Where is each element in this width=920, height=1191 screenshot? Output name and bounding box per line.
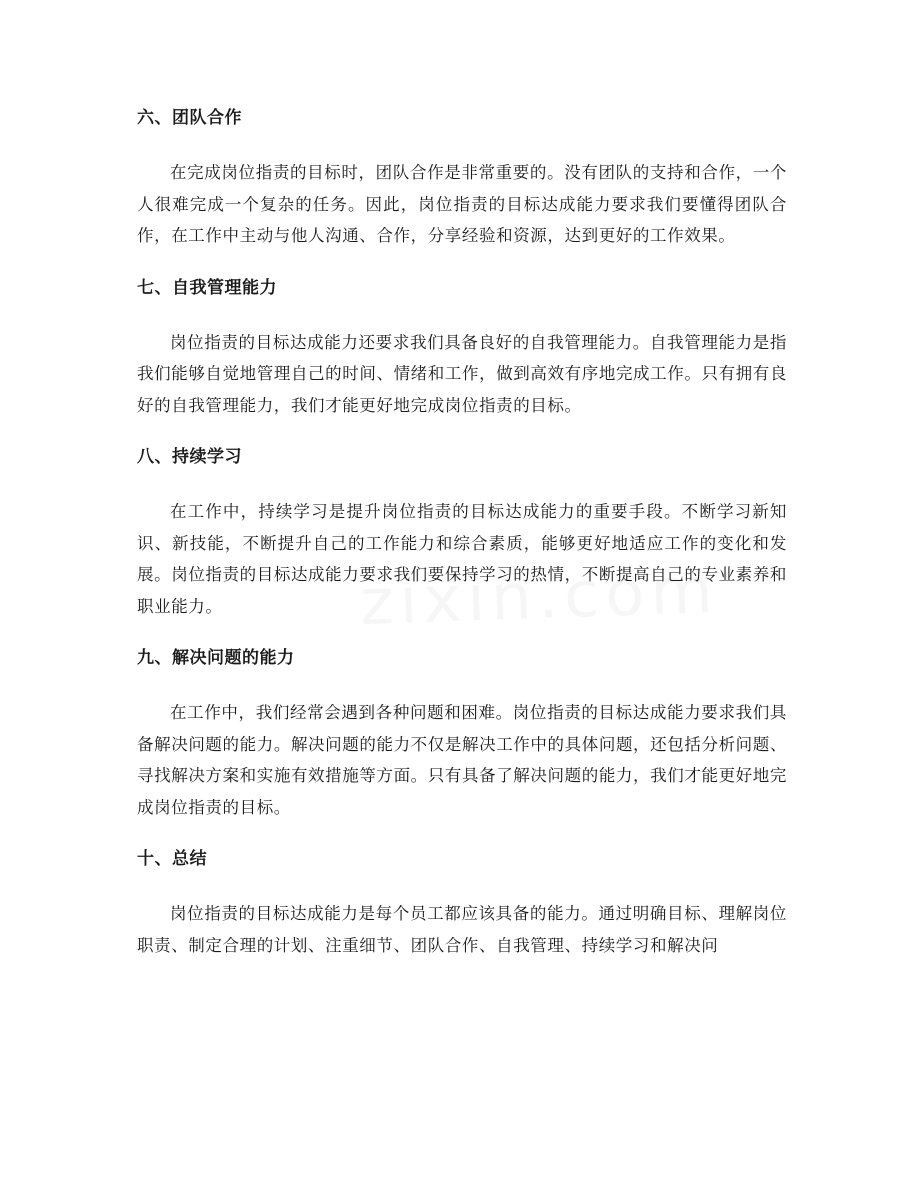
section-heading: 九、解决问题的能力	[137, 648, 295, 668]
section-paragraph: 岗位指责的目标达成能力还要求我们具备良好的自我管理能力。自我管理能力是指我们能够自觉地管理自己的时间、情绪和工作，做到高效有序地完成工作。只有拥有良好的自我管理能力，我们才能更好地完成岗位指责的目标。	[137, 332, 787, 415]
section-heading: 八、持续学习	[137, 447, 242, 467]
document-body	[137, 104, 787, 983]
section-paragraph: 在完成岗位指责的目标时，团队合作是非常重要的。没有团队的支持和合作，一个人很难完成一个复杂的任务。因此，岗位指责的目标达成能力要求我们要懂得团队合作，在工作中主动与他人沟通、合作，分享经验和资源，达到更好的工作效果。	[137, 163, 787, 245]
section-self-management	[137, 274, 787, 422]
section-paragraph: 在工作中，我们经常会遇到各种问题和困难。岗位指责的目标达成能力要求我们具备解决问题的能力。解决问题的能力不仅是解决工作中的具体问题，还包括分析问题、寻找解决方案和实施有效措施等方面。只有具备了解决问题的能力，我们才能更好地完成岗位指责的目标。	[137, 703, 787, 817]
section-paragraph: 在工作中，持续学习是提升岗位指责的目标达成能力的重要手段。不断学习新知识、新技能，不断提升自己的工作能力和综合素质，能够更好地适应工作的变化和发展。岗位指责的目标达成能力要求我们要保持学习的热情，不断提高自己的专业素养和职业能力。	[137, 502, 787, 616]
section-continuous-learning	[137, 443, 787, 622]
section-paragraph: 岗位指责的目标达成能力是每个员工都应该具备的能力。通过明确目标、理解岗位职责、制定合理的计划、注重细节、团队合作、自我管理、持续学习和解决问	[137, 904, 787, 955]
section-problem-solving	[137, 644, 787, 823]
section-heading: 十、总结	[137, 849, 207, 869]
section-team-cooperation	[137, 104, 787, 252]
section-heading: 七、自我管理能力	[137, 277, 277, 298]
section-heading: 六、团队合作	[137, 108, 242, 128]
section-summary	[137, 845, 787, 961]
